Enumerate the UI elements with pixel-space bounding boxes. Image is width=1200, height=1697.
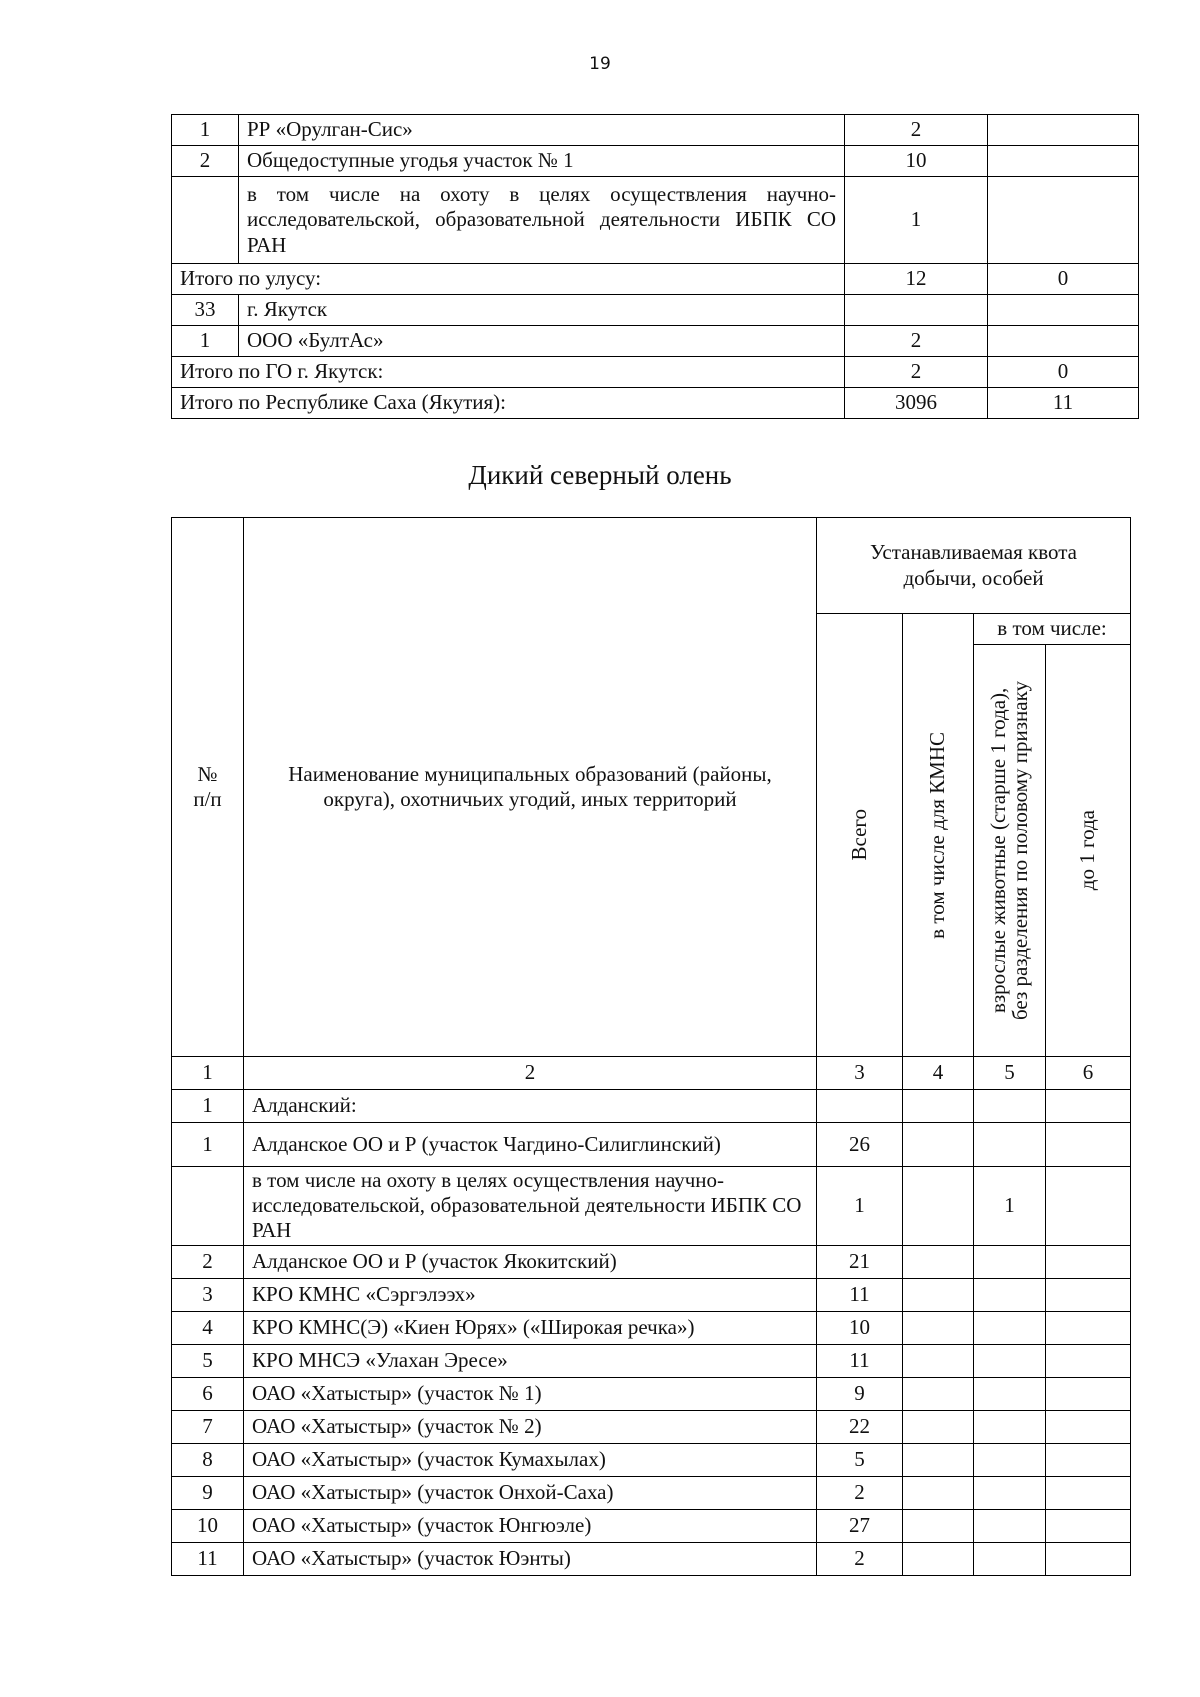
row-name: в том числе на охоту в целях осуществления научно-исследовательской, образовательной деятельности ИБПК СО РАН [239, 177, 845, 264]
row-number [172, 1167, 244, 1246]
header-row [172, 518, 1131, 614]
subtotal-total: 2 [845, 357, 988, 388]
row-kmns [903, 1443, 974, 1476]
row-adults [974, 1245, 1046, 1278]
row-young [1046, 1167, 1131, 1246]
row-total: 2 [845, 326, 988, 357]
subtotal-label: Итого по улусу: [172, 264, 845, 295]
col-number: 3 [817, 1057, 903, 1090]
col-number: 6 [1046, 1057, 1131, 1090]
row-extra [988, 115, 1139, 146]
row-total: 1 [817, 1167, 903, 1246]
row-total: 11 [817, 1344, 903, 1377]
row-total: 11 [817, 1278, 903, 1311]
row-number: 9 [172, 1476, 244, 1509]
row-kmns [903, 1167, 974, 1246]
table-row [172, 1476, 1131, 1509]
header-quota: Устанавливаемая квота добычи, особей [817, 518, 1131, 614]
row-total: 5 [817, 1443, 903, 1476]
row-young [1046, 1377, 1131, 1410]
header-kmns [903, 614, 974, 1057]
row-name: ООО «БултАс» [239, 326, 845, 357]
row-total: 26 [817, 1123, 903, 1167]
subtotal-extra: 0 [988, 357, 1139, 388]
table-row [172, 1123, 1131, 1167]
row-kmns [903, 1123, 974, 1167]
row-total [845, 295, 988, 326]
row-total: 22 [817, 1410, 903, 1443]
row-number: 2 [172, 146, 239, 177]
row-total: 10 [817, 1311, 903, 1344]
row-name: ОАО «Хатыстыр» (участок Юнгюэле) [244, 1509, 817, 1542]
row-young [1046, 1311, 1131, 1344]
row-young [1046, 1542, 1131, 1575]
grand-total-total: 3096 [845, 388, 988, 419]
row-number: 3 [172, 1278, 244, 1311]
row-number: 4 [172, 1311, 244, 1344]
row-young [1046, 1509, 1131, 1542]
table-row [172, 1410, 1131, 1443]
row-kmns [903, 1509, 974, 1542]
row-number: 1 [172, 326, 239, 357]
empty-cell [974, 1090, 1046, 1123]
col-number: 5 [974, 1057, 1046, 1090]
grand-total-label: Итого по Республике Саха (Якутия): [172, 388, 845, 419]
row-young [1046, 1443, 1131, 1476]
row-young [1046, 1245, 1131, 1278]
row-total: 1 [845, 177, 988, 264]
row-adults [974, 1410, 1046, 1443]
row-adults [974, 1542, 1046, 1575]
row-kmns [903, 1245, 974, 1278]
row-kmns [903, 1542, 974, 1575]
row-young [1046, 1476, 1131, 1509]
row-adults [974, 1443, 1046, 1476]
empty-cell [817, 1090, 903, 1123]
header-kmns-label: в том числе для КМНС [925, 731, 950, 939]
row-number: 1 [172, 1123, 244, 1167]
quota-table-continued [171, 114, 1139, 419]
row-name: Общедоступные угодья участок № 1 [239, 146, 845, 177]
header-name: Наименование муниципальных образований (районы, округа), охотничьих угодий, иных территорий [244, 518, 817, 1057]
row-name: КРО КМНС(Э) «Киен Юрях» («Широкая речка») [244, 1311, 817, 1344]
grand-total-row [172, 388, 1139, 419]
row-kmns [903, 1476, 974, 1509]
table-row [172, 326, 1139, 357]
subtotal-total: 12 [845, 264, 988, 295]
row-total: 27 [817, 1509, 903, 1542]
subtotal-row [172, 264, 1139, 295]
row-number: 1 [172, 115, 239, 146]
row-number: 33 [172, 295, 239, 326]
district-row [172, 1090, 1131, 1123]
table-row [172, 177, 1139, 264]
row-total: 2 [817, 1476, 903, 1509]
row-number: 5 [172, 1344, 244, 1377]
table-row [172, 1278, 1131, 1311]
row-total: 10 [845, 146, 988, 177]
row-adults [974, 1344, 1046, 1377]
header-num [172, 518, 244, 1057]
header-young-label: до 1 года [1075, 810, 1100, 891]
col-number: 2 [244, 1057, 817, 1090]
table-row [172, 1542, 1131, 1575]
table-row [172, 1311, 1131, 1344]
row-number: 6 [172, 1377, 244, 1410]
row-name: КРО КМНС «Сэргэлээх» [244, 1278, 817, 1311]
row-adults [974, 1123, 1046, 1167]
row-total: 2 [845, 115, 988, 146]
row-young [1046, 1278, 1131, 1311]
empty-cell [1046, 1090, 1131, 1123]
empty-cell [903, 1090, 974, 1123]
row-total: 9 [817, 1377, 903, 1410]
table-body [172, 1123, 1131, 1576]
row-number: 11 [172, 1542, 244, 1575]
row-name: ОАО «Хатыстыр» (участок Кумахылах) [244, 1443, 817, 1476]
table-row [172, 115, 1139, 146]
row-adults [974, 1377, 1046, 1410]
page-number: 19 [589, 54, 611, 74]
header-adults-line2: без разделения по половому признаку [1008, 680, 1033, 1021]
row-extra [988, 146, 1139, 177]
table-row [172, 1167, 1131, 1246]
row-kmns [903, 1377, 974, 1410]
row-young [1046, 1123, 1131, 1167]
col-number: 1 [172, 1057, 244, 1090]
row-number: 7 [172, 1410, 244, 1443]
row-kmns [903, 1311, 974, 1344]
subtotal-row [172, 357, 1139, 388]
grand-total-extra: 11 [988, 388, 1139, 419]
row-adults: 1 [974, 1167, 1046, 1246]
row-name: Алданское ОО и Р (участок Якокитский) [244, 1245, 817, 1278]
row-total: 2 [817, 1542, 903, 1575]
row-name: ОАО «Хатыстыр» (участок Юэнты) [244, 1542, 817, 1575]
row-number: 1 [172, 1090, 244, 1123]
row-young [1046, 1344, 1131, 1377]
row-kmns [903, 1344, 974, 1377]
header-young [1046, 645, 1131, 1057]
table-row [172, 146, 1139, 177]
section-title: Дикий северный олень [468, 460, 732, 490]
header-including: в том числе: [974, 614, 1131, 645]
header-adults-line1: взрослые животные (старше 1 года), [986, 687, 1011, 1014]
table-row [172, 1443, 1131, 1476]
row-adults [974, 1278, 1046, 1311]
row-extra [988, 177, 1139, 264]
row-young [1046, 1410, 1131, 1443]
row-extra [988, 295, 1139, 326]
header-total [817, 614, 903, 1057]
row-kmns [903, 1410, 974, 1443]
row-adults [974, 1509, 1046, 1542]
table-row [172, 1509, 1131, 1542]
row-number: 2 [172, 1245, 244, 1278]
row-number: 8 [172, 1443, 244, 1476]
row-name: РР «Орулган-Сис» [239, 115, 845, 146]
column-number-row [172, 1057, 1131, 1090]
row-extra [988, 326, 1139, 357]
row-kmns [903, 1278, 974, 1311]
table-row [172, 1344, 1131, 1377]
reindeer-quota-table [171, 517, 1131, 1576]
header-adults-label [987, 681, 1031, 1020]
row-name: КРО МНСЭ «Улахан Эресе» [244, 1344, 817, 1377]
row-name: в том числе на охоту в целях осуществления научно-исследовательской, образовательной деятельности ИБПК СО РАН [244, 1167, 817, 1246]
row-adults [974, 1476, 1046, 1509]
table-row [172, 1245, 1131, 1278]
row-name: Алданское ОО и Р (участок Чагдино-Силиглинский) [244, 1123, 817, 1167]
row-name: ОАО «Хатыстыр» (участок № 2) [244, 1410, 817, 1443]
table-row [172, 295, 1139, 326]
row-name: ОАО «Хатыстыр» (участок № 1) [244, 1377, 817, 1410]
row-total: 21 [817, 1245, 903, 1278]
header-adults [974, 645, 1046, 1057]
subtotal-extra: 0 [988, 264, 1139, 295]
header-total-label: Всего [846, 809, 871, 861]
row-number: 10 [172, 1509, 244, 1542]
table-row [172, 1377, 1131, 1410]
subtotal-label: Итого по ГО г. Якутск: [172, 357, 845, 388]
row-name: Алданский: [244, 1090, 817, 1123]
col-number: 4 [903, 1057, 974, 1090]
row-name: г. Якутск [239, 295, 845, 326]
row-name: ОАО «Хатыстыр» (участок Онхой-Саха) [244, 1476, 817, 1509]
row-adults [974, 1311, 1046, 1344]
row-number [172, 177, 239, 264]
header-num-label: № п/п [193, 761, 222, 811]
